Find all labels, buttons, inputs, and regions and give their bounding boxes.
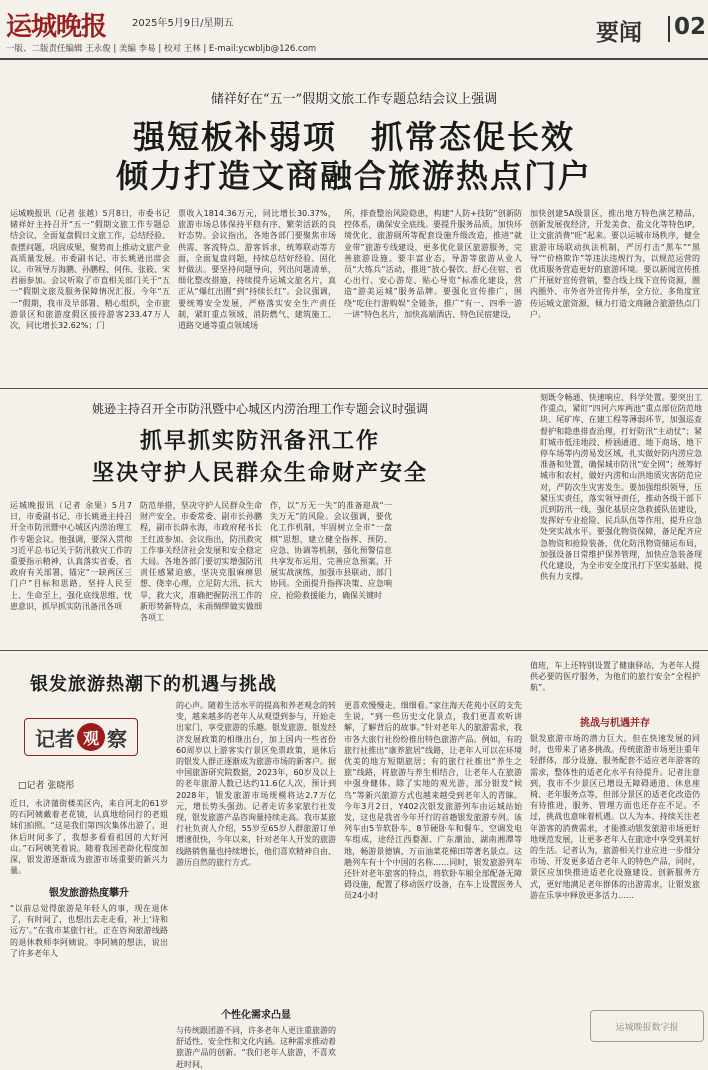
story2-headline-line1[interactable]: 抓早抓实防汛备汛工作 bbox=[139, 428, 380, 454]
story2-headline-line2[interactable]: 坚决守护人民群众生命财产安全 bbox=[91, 460, 428, 486]
story3-column-1-wrap bbox=[10, 798, 168, 1023]
masthead-rule bbox=[0, 58, 708, 60]
column-badge-right: 察 bbox=[107, 726, 127, 751]
story1-column-4: 加快创建5A级景区，推出地方特色演艺精品，创新发展夜经济，开发美食、盐文化等特色IP，让文旅消费“旺”起来。要以运城市场秩序，健全旅游市场联动执法机制，严厉打击“黑车”“黑导”“价格欺诈”等违法违规行为，以规范运营的优质服务营造更好的旅游环境。要以新闻宣传推广开展好宣传营销，整合线上线下宣传资源，圈内圈外、市外省外宣传并举，全方位、多角度宣传运城文旅资源，倾力打造文商融合旅游热点门户。 bbox=[530, 209, 700, 319]
story1-column-2: 票收入1814.36万元，同比增长30.37%，旅游市场总体保持平稳有序、繁荣活跃的良好态势。会议指出，各地各部门要聚焦市场供需、客流特点、游客诉求，统筹联动等方面，全面复盘问题，持续总结好经验、固化好做法。要坚持问题导向，列出问题清单，细化整改措施，持续提升运城文旅名片，真正从“爆红出圈”到“持续长红”。会议强调，要统筹安全发展，严格落实安全生产责任制，紧盯重点领域、消防燃气、建筑施工、道路交通等重点领域场 bbox=[178, 209, 336, 331]
newspaper-logo[interactable]: 运城晚报 bbox=[6, 12, 107, 42]
story1-headline-line1[interactable]: 强短板补弱项 抓常态促长效 bbox=[132, 118, 575, 156]
column-badge-mid: 观 bbox=[77, 723, 105, 751]
story3-column-2-wrap bbox=[176, 700, 336, 1069]
story3-column-1: 近日，永济蒲街楼美区内，来自河北的61岁的石阿姨戴着老花镜，认真地给同行的老姐妹们拍照。“这是我们第四次集体出游了，退休后时间多了，我想多看看祖国的大好河山。”石阿姨笑着说。随着我国老龄化程度加深，银发游逐渐成为旅游市场重要的新兴力量。 bbox=[10, 799, 168, 876]
story2-column-3: 作，以“万无一失”的准备迎战“一失万无”的风险。会议强调，要优化工作机制，牢固树立全市“一盘棋”思想，建立健全指挥、预防、应急、协调等机制，强化预警信息共享发布运用，完善应急预案，开展实战演练，加强市县联动、部门协同。全面提升指挥决策、应急响应、抢险救援能力，确保关键时 bbox=[270, 501, 392, 600]
story-divider-1 bbox=[0, 388, 708, 389]
story1-column-3: 所，排查整治风险隐患，构建“人防+技防”创新防控体系，确保安全底线。要提升服务品质，加快环境优化、旅游厕所等配套设施升级改造，推进“就业带”旅游专线建设，更多优化景区旅游服务，完善旅游设施。要丰富业态，导游等旅游从业人员“大练兵”活动，推进“放心餐饮、舒心住宿、省心出行、安心游览、贴心导览”标准化建设，营造“游美运城”服务品牌。要强化宣传推广，围绕“吃住行游购娱”全链条，推广“有一、四季一游一讲”特色名片，加快高端酒店、特色民宿建设， bbox=[344, 209, 522, 319]
story2-column-1: 运城晚报讯（记者 余果）5月7日，市委副书记、市长姚逊主持召开全市防汛暨中心城区内涝治理工作专题会议。他强调，要深入贯彻习近平总书记关于防汛救灾工作的重要指示精神，认真落实省委、省政府有关部署，锚定“一缺两区三门户”目标和思路，坚持人民至上、生命至上，强化底线思维、忧患意识，抓早抓实防汛备汛各项 bbox=[10, 501, 132, 611]
story3-column-4-wrap bbox=[530, 660, 700, 1003]
story3-column-4: 值班，车上还特别设置了健康驿站，为老年人提供必要的医疗服务，为他们的旅行安全“全程护航”。 bbox=[530, 661, 700, 693]
column-badge-left: 记者 bbox=[35, 726, 75, 751]
story2-kicker: 姚逊主持召开全市防汛暨中心城区内涝治理工作专题会议时强调 bbox=[91, 402, 428, 416]
column-badge bbox=[24, 718, 138, 756]
story-divider-2 bbox=[0, 650, 708, 651]
staff-credits: 一版、二版责任编辑 王永俊 | 美编 李易 | 校对 王林 | E-mail:ycwbljb@126.com bbox=[6, 44, 317, 54]
story2-column-2: 防范举措，坚决守护人民群众生命财产安全。市委常委、副市长孙鹏程，副市长薛永海，市政府秘书长王红波参加。会议指出，防汛救灾工作事关经济社会发展和安全稳定大局。各地各部门要切实增强防汛责任感紧迫感，坚决克服麻痹思想、侥幸心理，立足防大汛、抗大旱、救大灾，准确把握防汛工作的新形势新特点，未雨绸缪做实做细各项工 bbox=[140, 501, 262, 623]
story3-subhead-1: 银发旅游热度攀升 bbox=[49, 888, 129, 899]
story3-column-2b: 与传统跟团游不同，许多老年人更注重旅游的舒适性、安全性和文化内涵。这种需求推动着旅游产品的创新。“我们老年人旅游，不喜欢赶时间， bbox=[176, 1026, 336, 1069]
section-name: 要闻 bbox=[596, 19, 642, 46]
story2-column-4: 刻既令畅通、快速响应、科学处置。要突出工作重点，紧盯“四河六库两池”重点部位防范地块、尾矿库、在建工程等薄弱环节，加强巡查督护和隐患排查治理，打好防汛“主动仗”；紧盯城市低洼地段、桥涵通道、地下商场、地下停车场等内涝易发区域，扎实做好防内涝应急准备和处置，确保城市防汛“安全网”；统筹好城市和农村，做好内涝和山洪地质灾害防范应对，严防次生灾害发生。要加强组织领导，压紧压实责任，落实领导责任，推动各级干部下沉到防汛一线，强化基层应急救援队伍建设，发挥好专业抢险、民兵队伍等作用，提升应急处突实战水平。要强化物资保障，备足配齐应急物资和抢险装备，优化防汛物资储运布局，加强设备日常维护保养管理，加快应急装备现代化建设，为全市安全度汛打下坚实基础、提供有力支撑。 bbox=[540, 393, 702, 582]
story1-column-1: 运城晚报讯（记者 张越）5月8日，市委书记储祥好主持召开“五一”假期文旅工作专题总结会议，全面复盘假日文旅工作，总结经验、查摆问题，巩固成果，聚势而上推动文旅产业高质量发展。市委副书记、市长姚逊出席会议。市领导万海鹏、孙鹏程、何伟、张筱、宋君丽参加。会议听取了市直相关部门关于“五一”假期文旅及服务保障情况汇报。今年“五一”假期，我市及早部署、精心组织，全市旅游景区和旅游度假区接待游客233.47万人次，同比增长32.62%；门 bbox=[10, 209, 170, 331]
story3-subhead-3: 挑战与机遇并存 bbox=[580, 718, 650, 729]
story3-headline[interactable]: 银发旅游热潮下的机遇与挑战 bbox=[30, 674, 277, 695]
story3-column-1b: “以前总觉得旅游是年轻人的事，现在退休了，有时间了，也想出去走走看，补上‘诗和远方’。”在我市某旅行社，正在咨询旅游线路的退休教师李阿姨说。李阿姨的想法，说出了许多老年人 bbox=[10, 904, 168, 958]
watermark-logo: 运城晚报数字报 bbox=[590, 1010, 704, 1042]
story3-subhead-2: 个性化需求凸显 bbox=[221, 1010, 291, 1021]
section-divider bbox=[668, 16, 670, 42]
story1-kicker: 储祥好在“五一”假期文旅工作专题总结会议上强调 bbox=[210, 92, 498, 107]
issue-date: 2025年5月9日/星期五 bbox=[132, 18, 234, 29]
story3-column-3: 更喜欢慢慢走、细细看。”家住海天花苑小区的支先生说，“到一些历史文化景点，我们更喜欢听讲解，了解背后的故事。”针对老年人的旅游需求，我市各大旅行社纷纷推出特色旅游产品。例如，有的旅行社推出“康养旅居”线路，让老年人可以在环境优美的地方短期旅居；有的旅行社推出“养生之旅”线路，将旅游与养生相结合，让老年人在旅游中强身健体。除了实地的观光游，部分银发“候鸟”等新兴旅游方式也越来越受到老年人的青睐。今年3月2日，Y402次银发旅游列车由运城站始发，这也是我省今年开行的首趟银发旅游专列。该列车由5节软卧车、8节硬卧车和餐车、空调发电车组成，途经江西婺源、广东潮汕、湖南湘潭等地，畅游景德镇、万亩油菜花梯田等著名景点。这趟列车有十个中国的名称……同时，银发旅游列车还针对老年旅客的特点，将软卧车厢全部配备无障碍设施，配置了移动医疗设备，在车上设置医务人员24小时 bbox=[344, 701, 522, 901]
story3-column-2: 的心声。随着生活水平的提高和养老观念的转变，越来越多的老年人从观望到参与，开始走出家门，享受旅游的乐趣。银发旅游、银发经济发展政策的相继出台，加上国内一些省份60周岁以上游客实行景区免票政策，退休后的银发人群正逐渐成为旅游市场的新客户。据中国旅游研究院数据，2023年，60岁及以上的老年旅游人数已达约11.6亿人次，预计到2028年，银发旅游市场规模将达2.7万亿元，增长势头强劲。记者走访多家旅行社发现，银发旅游产品咨询量持续走高。我市某旅行社负责人介绍，55岁至65岁人群旅游订单增速很快，今年以来，针对老年人开发的旅游线路销售量也持续增长，他们喜欢精神自由、游历自然的旅行方式。 bbox=[176, 701, 336, 867]
story1-headline-line2[interactable]: 倾力打造文商融合旅游热点门户 bbox=[115, 157, 592, 195]
story3-byline: □记者 张晓彤 bbox=[18, 781, 75, 791]
story3-column-4b: 银发旅游市场的潜力巨大，但在快速发展的同时，也带来了诸多挑战。传统旅游市场更注重年轻群体，部分设施、服务配套不适应老年游客的需求，整体性的适老化水平有待提升。记者注意到，我市不少景区已增设无障碍通道、休息座椅、老年服务点等，但部分景区的适老化改造仍有待推进，服务、管理方面也还存在不足。不过，挑战也意味着机遇。以人为本、持续关注老年游客的消费需求，才能推动银发旅游市场更好地规范发展，让更多老年人在旅途中享受到美好的生活。记者认为，旅游相关行业应进一步细分市场、开发更多适合老年人的特色产品，同时，景区应加快推进适老化设施建设、创新服务方式，更好地满足老年群体的出游需求，让银发旅游在乐享中释放更多活力…… bbox=[530, 734, 700, 900]
page-number: 02 bbox=[674, 14, 707, 40]
